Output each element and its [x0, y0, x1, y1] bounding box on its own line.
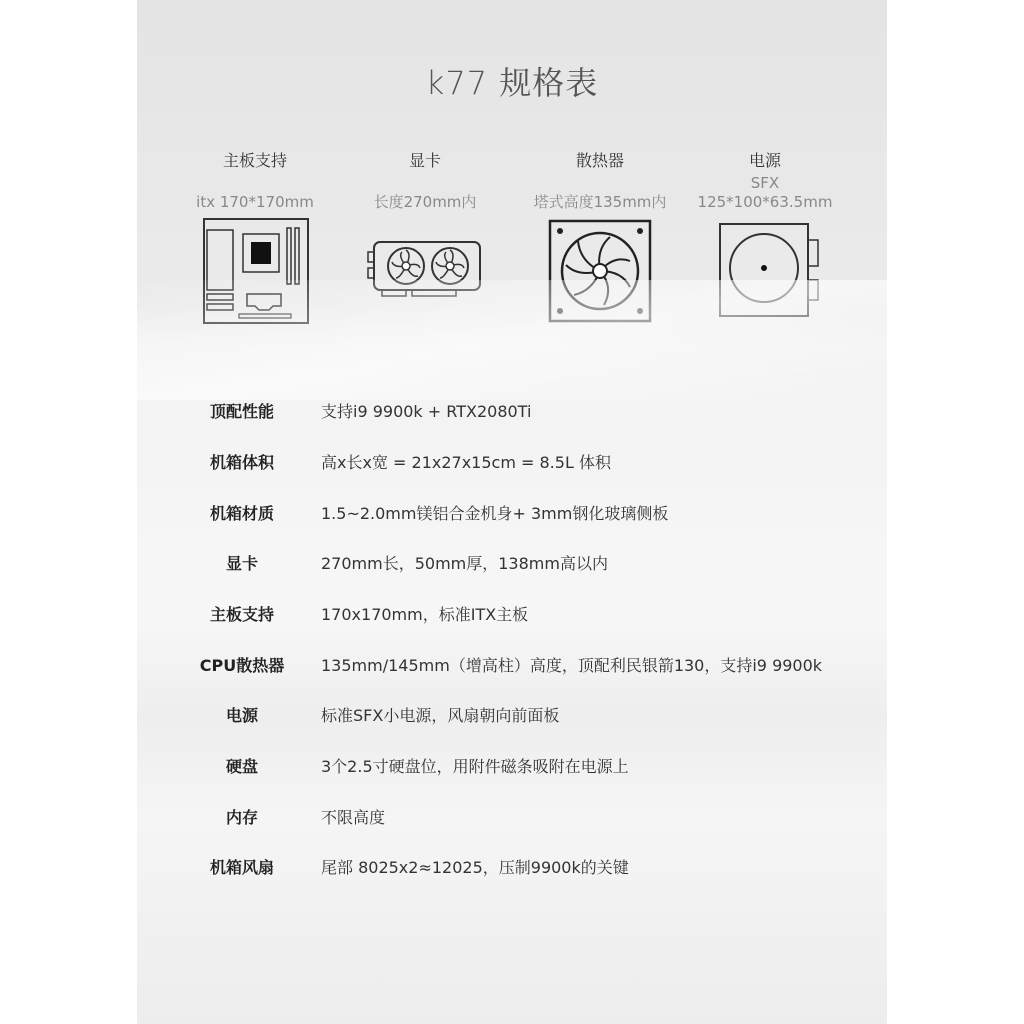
page-title: k77 规格表	[425, 64, 599, 102]
spec-sheet	[137, 0, 887, 1024]
spec-value: 尾部 8025x2≈12025，压制9900k的关键	[321, 858, 629, 877]
spec-label: 主板支持	[209, 605, 274, 624]
column-subtext: SFX	[750, 174, 780, 192]
spec-row	[137, 499, 887, 529]
spec-label: 机箱体积	[209, 453, 274, 472]
spec-label: 机箱材质	[209, 504, 274, 523]
spec-value: 标准SFX小电源，风扇朝向前面板	[321, 706, 560, 725]
spec-label: 内存	[225, 808, 258, 827]
column-heading: 电源	[748, 151, 781, 170]
column-subtext: 长度270mm内	[373, 193, 477, 211]
motherboard-icon	[203, 218, 309, 324]
column-heading: 散热器	[575, 151, 624, 170]
spec-row	[137, 752, 887, 782]
spec-value: 270mm长，50mm厚，138mm高以内	[321, 554, 608, 573]
spec-value: 3个2.5寸硬盘位，用附件磁条吸附在电源上	[321, 757, 629, 776]
column-subtext: 塔式高度135mm内	[533, 193, 667, 211]
column-heading: 显卡	[408, 151, 441, 170]
cpu-cooler-icon	[548, 219, 652, 323]
column-subtext: itx 170*170mm	[196, 193, 314, 211]
spec-row	[137, 600, 887, 630]
spec-value: 高x长x宽 = 21x27x15cm = 8.5L 体积	[321, 453, 611, 472]
spec-row	[137, 397, 887, 427]
spec-value: 1.5~2.0mm镁铝合金机身+ 3mm钢化玻璃侧板	[321, 504, 669, 523]
spec-label: CPU散热器	[199, 656, 285, 675]
column-heading: 主板支持	[222, 151, 287, 170]
spec-label: 顶配性能	[209, 402, 274, 421]
spec-label: 显卡	[225, 554, 258, 573]
spec-label: 电源	[225, 706, 258, 725]
spec-label: 机箱风扇	[209, 858, 274, 877]
spec-row	[137, 803, 887, 833]
spec-value: 170x170mm，标准ITX主板	[321, 605, 529, 624]
column-subtext: 125*100*63.5mm	[697, 193, 833, 211]
spec-row	[137, 701, 887, 731]
spec-row	[137, 448, 887, 478]
spec-row	[137, 651, 887, 681]
graphics-card-icon	[366, 238, 484, 300]
spec-value: 不限高度	[321, 808, 386, 827]
spec-label: 硬盘	[225, 757, 258, 776]
spec-row	[137, 549, 887, 579]
spec-row	[137, 853, 887, 883]
spec-value: 135mm/145mm（增高柱）高度，顶配利民银箭130，支持i9 9900k	[321, 656, 823, 675]
spec-value: 支持i9 9900k + RTX2080Ti	[321, 402, 532, 421]
power-supply-icon	[718, 222, 824, 318]
